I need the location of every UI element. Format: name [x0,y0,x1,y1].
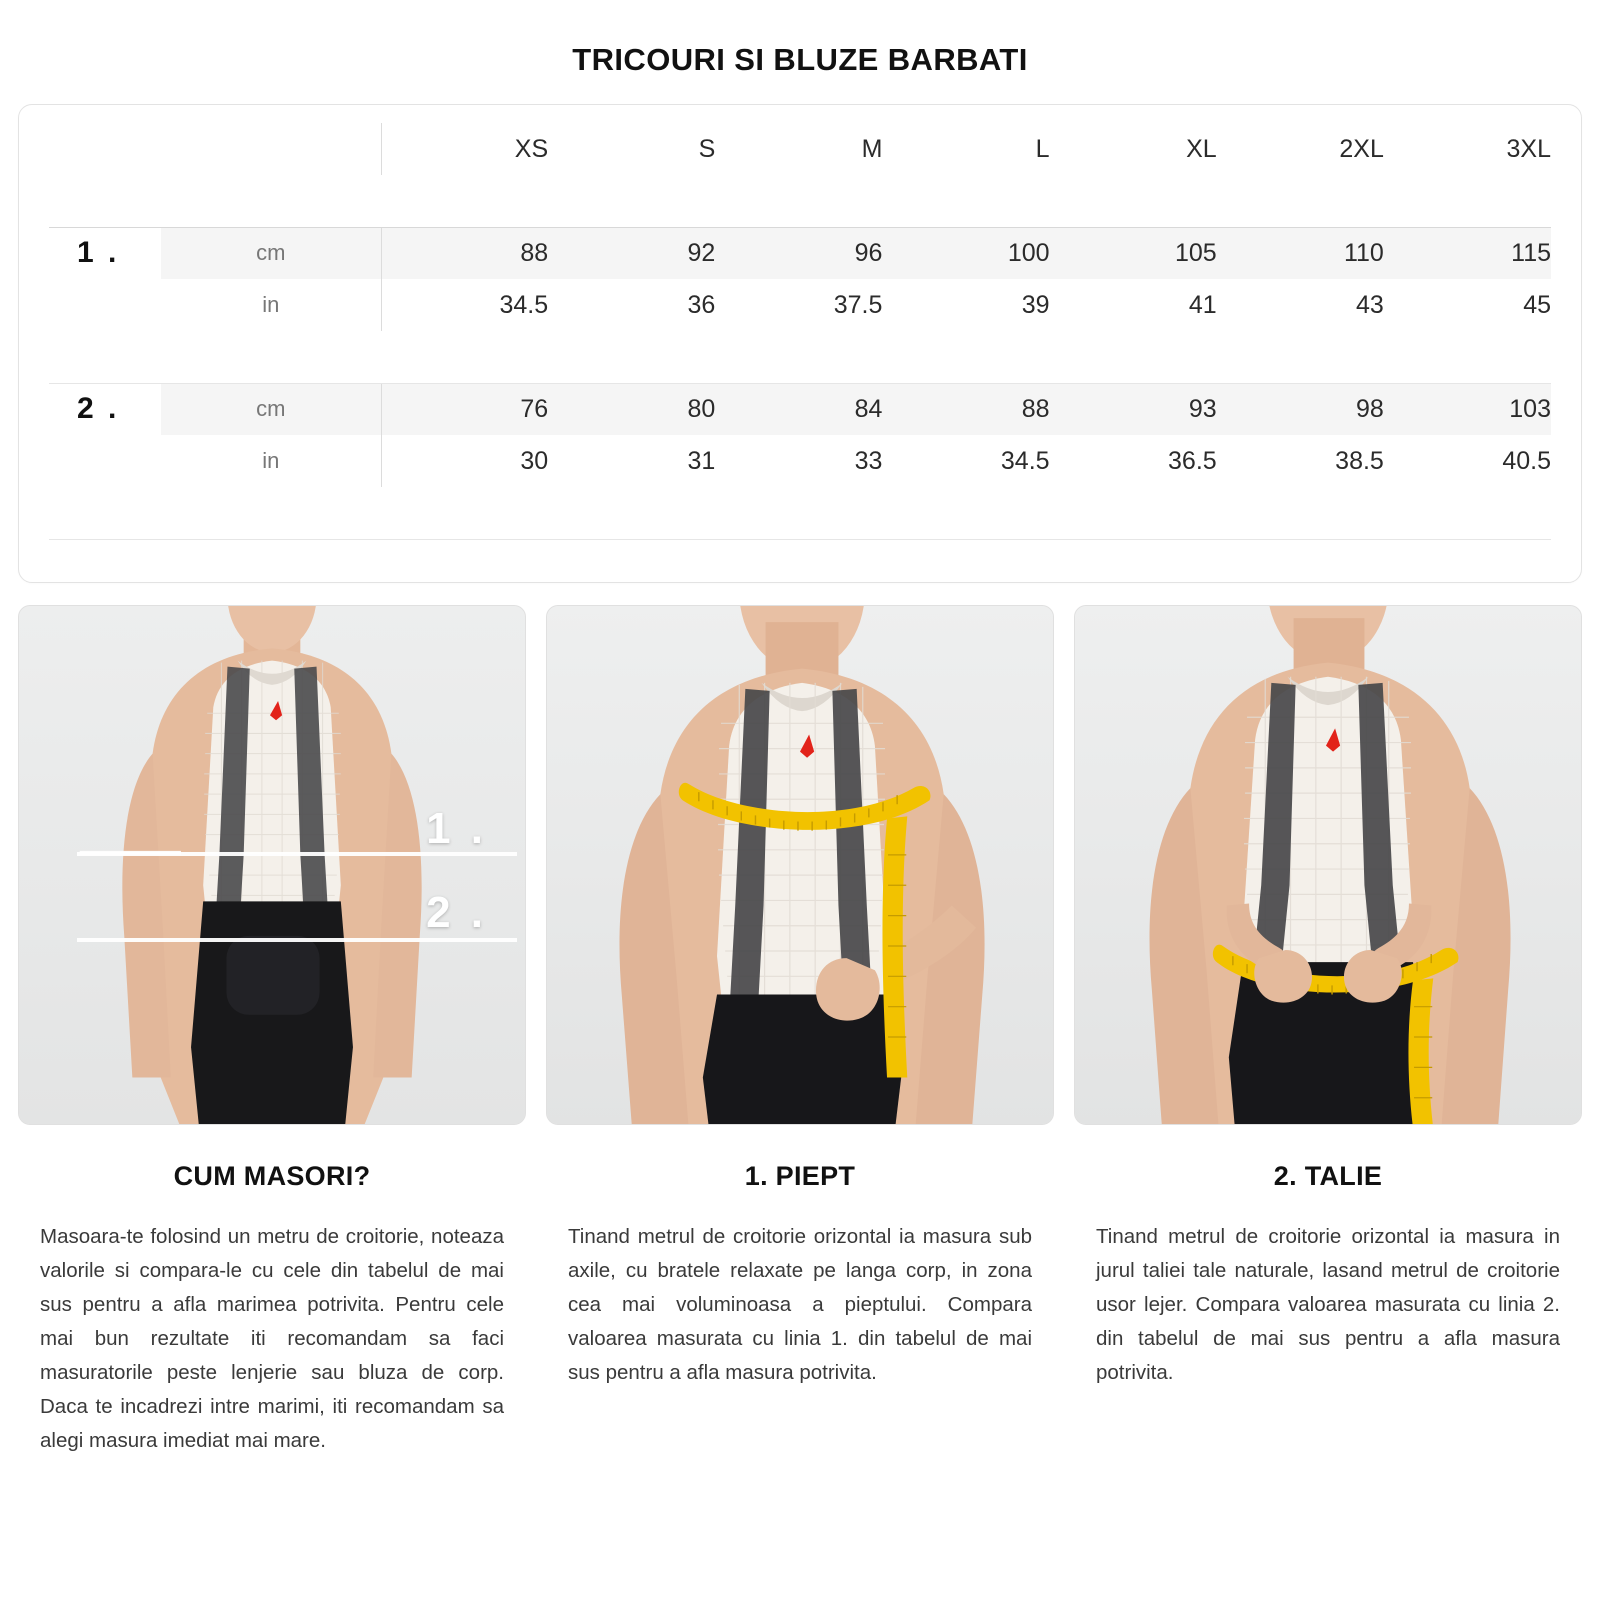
cell-3-xs: 76 [381,383,548,435]
header-size-s: S [698,134,716,163]
panel-body-chest: Tinand metrul de croitorie orizontal ia masura sub axile, cu bratele relaxate pe langa corp, in zona cea mai voluminoasa a pieptului. Compara valoarea masurata cu linia 1. din tabelul de mai sus pentru a afla masura potrivita. [568,1224,1032,1384]
overlay-label-1: 1 . [426,803,487,853]
cell-1-m: 96 [715,227,882,279]
cell-4-xl: 36.5 [1168,446,1217,475]
panel-heading-waist: 2. TALIE [1273,1160,1383,1191]
cell-2-xs: 34.5 [499,290,549,319]
page-title: TRICOURI SI BLUZE BARBATI [572,42,1028,77]
cell-2-s: 36 [687,290,716,319]
size-table-head [49,123,1551,227]
cell-2-m: 37.5 [833,290,883,319]
cell-4-l: 34.5 [1000,446,1050,475]
header-size-xs: XS [514,134,549,163]
header-unit [161,123,381,175]
panel-heading-chest: 1. PIEPT [744,1160,856,1191]
cell-1-3xl: 115 [1384,227,1551,279]
header-size-2xl: 2XL [1339,134,1384,163]
cell-1-xl: 105 [1050,227,1217,279]
photo-chest-measurement [546,605,1054,1125]
guide-line-waist [77,938,517,942]
cell-3-3xl: 103 [1384,383,1551,435]
cell-3-s: 80 [548,383,715,435]
cell-3-m: 84 [715,383,882,435]
cell-4-xs: 30 [520,446,549,475]
size-table [49,123,1551,540]
header-size-3xl: 3XL [1506,134,1551,163]
panel-how-to-measure [18,605,526,1458]
cell-1-s: 92 [548,227,715,279]
row-unit-in-2: in [161,435,381,487]
cell-4-s: 31 [687,446,716,475]
cell-4-2xl: 38.5 [1335,446,1384,475]
cell-4-3xl: 40.5 [1502,446,1551,475]
header-size-m: M [861,134,883,163]
header-divider [49,175,1551,227]
panel-waist [1074,605,1582,1458]
header-size-l: L [1035,134,1050,163]
cell-3-l: 88 [882,383,1049,435]
cell-2-3xl: 45 [1523,290,1551,319]
overlay-label-2: 2 . [426,887,487,937]
size-table-card [18,104,1582,583]
size-table-body [49,227,1551,539]
panel-chest [546,605,1054,1458]
row-index-1: 1 . [77,236,120,270]
header-size-xl: XL [1186,134,1217,163]
cell-2-2xl: 43 [1356,290,1384,319]
row-index-2-in [49,435,161,487]
row-index-1-in [49,279,161,331]
row-unit-cm-1: cm [161,227,381,279]
table-bottom-divider [49,487,1551,539]
row-divider [49,331,1551,383]
cell-1-l: 100 [882,227,1049,279]
cell-2-l: 39 [1021,290,1050,319]
table-row [49,383,1551,435]
table-row [49,435,1551,487]
photo-waist-measurement [1074,605,1582,1125]
table-row [49,227,1551,279]
row-index-2: 2 . [77,392,120,426]
cell-3-2xl: 98 [1217,383,1384,435]
cell-2-xl: 41 [1188,290,1217,319]
cell-1-2xl: 110 [1217,227,1384,279]
size-table-header-row [49,123,1551,175]
panel-body-waist: Tinand metrul de croitorie orizontal ia masura in jurul taliei tale naturale, lasand metrul de croitorie usor lejer. Compara valoarea masurata cu linia 2. din tabelul de mai sus pentru a afla masura potrivita. [1096,1224,1560,1384]
row-unit-cm-2: cm [161,383,381,435]
row-unit-in-1: in [161,279,381,331]
measurement-panels [18,605,1582,1458]
panel-body-how-to-measure: Masoara-te folosind un metru de croitorie, noteaza valorile si compara-le cu cele din tabelul de mai sus pentru a afla marimea potrivita. Pentru cele mai bun rezultate iti recomandam sa faci masuratorile peste lenjerie sau bluza de corp. Daca te incadrezi intre marimi, iti recomandam sa alegi masura imediat mai mare. [40,1224,504,1452]
table-row [49,279,1551,331]
cell-1-xs: 88 [381,227,548,279]
panel-heading-how-to-measure: CUM MASORI? [173,1160,371,1191]
header-index [49,123,161,175]
photo-how-to-measure [18,605,526,1125]
cell-4-m: 33 [854,446,883,475]
cell-3-xl: 93 [1050,383,1217,435]
